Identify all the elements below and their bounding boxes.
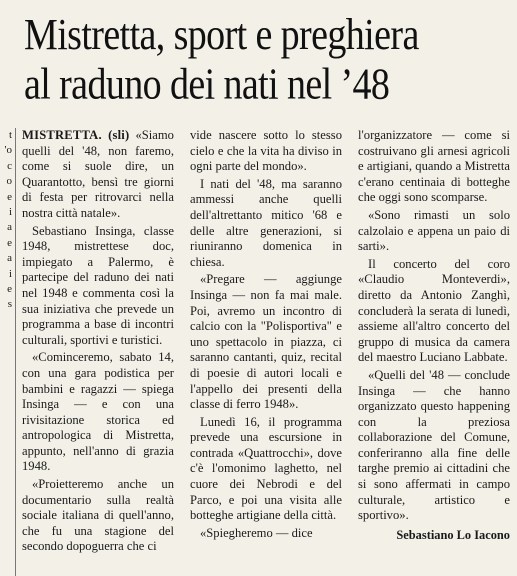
column-rule xyxy=(15,128,16,576)
edge-char: e xyxy=(7,236,12,249)
article-column-2 xyxy=(190,128,342,543)
edge-char: i xyxy=(8,206,12,219)
edge-char: e xyxy=(7,283,12,296)
paragraph: Il concerto del coro «Claudio Monteverdi», diretto da Antonio Zanghì, concluderà la serata di lunedì, assieme all'altro concerto del gruppo di musica da camera del maestro Luciano Labbate. xyxy=(358,256,510,365)
edge-char: e xyxy=(7,190,12,203)
paragraph: Sebastiano Insinga, classe 1948, mistrettese doc, impiegato a Palermo, è partecipe del raduno dei nati nel 1948 e commenta così la sua iniziativa che prevede un programma a base di incontri culturali, sportivi e turistici. xyxy=(22,223,174,347)
edge-char: t xyxy=(8,129,12,141)
edge-char: s xyxy=(7,298,12,311)
paragraph: «Proietteremo anche un documentario sulla realtà sociale italiana di quell'anno, che fu una stagione del secondo dopoguerra che ci xyxy=(22,477,174,554)
paragraph: «Pregare — aggiunge Insinga — non fa mai male. Poi, avremo un incontro di calcio con la "Polisportiva" e uno spettacolo in piazza, ci saranno cantanti, quiz, recital di poesie di autori locali e l'appello dei presenti della classe di ferro 1948». xyxy=(190,272,342,412)
edge-char: a xyxy=(7,252,12,265)
paragraph: «Sono rimasti un solo calzolaio e appena un paio di sarti». xyxy=(358,207,510,254)
edge-char: 'o xyxy=(4,144,12,157)
previous-article-edge xyxy=(0,128,14,548)
paragraph: «Quelli del '48 — conclude Insinga — che hanno organizzato questo happening con la preziosa collaborazione del Comune, conferiranno alla fine delle targhe premio ai cittadini che si sono affermati in campo culturale, artistico e sportivo». xyxy=(358,367,510,523)
edge-char: i xyxy=(8,267,12,280)
headline-line-2: al raduno dei nati nel ’48 xyxy=(24,59,390,110)
paragraph-text: «Siamo quelli del '48, non faremo, come si suole dire, un Quarantotto, bensì tre giorni di festa per ritrovarci nella nostra città natale». xyxy=(22,128,174,220)
paragraph: I nati del '48, ma saranno ammessi anche quelli dell'altrettanto mitico '68 e delle altre generazioni, si riuniranno domenica in chiesa. xyxy=(190,176,342,269)
paragraph: «Spiegheremo — dice xyxy=(200,525,313,540)
article-body xyxy=(22,128,512,570)
article-column-3 xyxy=(358,128,510,543)
paragraph: l'organizzatore — come si costruivano gli arnesi agricoli e artigiani, quando a Mistretta c'erano centinaia di botteghe che oggi sono scomparse. xyxy=(358,128,510,205)
dateline: MISTRETTA. (sli) xyxy=(22,128,130,142)
edge-char: o xyxy=(6,175,12,188)
article-column-1 xyxy=(22,128,174,557)
edge-char: c xyxy=(7,159,12,172)
paragraph xyxy=(22,128,174,222)
author-signature: Sebastiano Lo Iacono xyxy=(396,527,510,542)
paragraph: «Cominceremo, sabato 14, con una gara podistica per bambini e ragazzi — spiega Insinga — e con una rivisitazione storica ed antropologica di Mistretta, appunto, nell'anno di grazia 1948. xyxy=(22,350,174,474)
headline xyxy=(24,10,510,109)
edge-char: a xyxy=(7,221,12,234)
headline-line-1: Mistretta, sport e preghiera xyxy=(24,10,419,60)
paragraph: Lunedì 16, il programma prevede una escursione in contrada «Quattrocchi», dove c'è l'omonimo laghetto, nel cuore dei Nebrodi e del Parco, e poi una visita alle botteghe artigiane della città. xyxy=(190,414,342,523)
paragraph: vide nascere sotto lo stesso cielo e che la vita ha diviso in ogni parte del mondo». xyxy=(190,128,342,174)
